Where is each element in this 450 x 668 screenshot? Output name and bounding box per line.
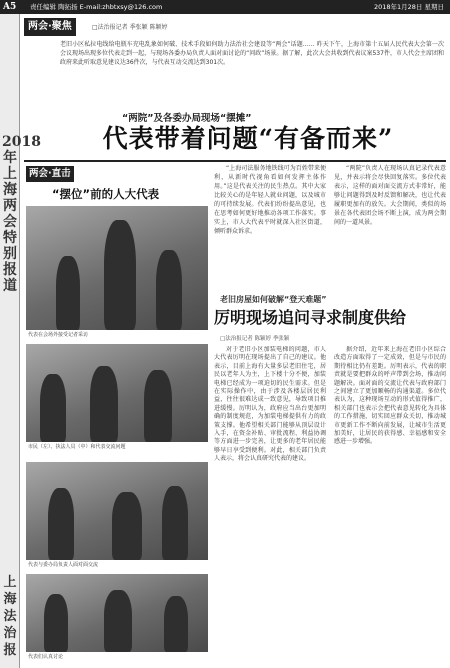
second-article-text [214, 346, 446, 666]
feature-subhead: “摆位”前的人大代表 [52, 187, 160, 201]
text-column: 据介绍，近年来上海在老旧小区综合改造方面取得了一定成效，但是与市民的期待相比仍有差距。厉明表示，代表的职责就是要把群众的呼声带到会场，推动问题解决。面对面的交流让代表与政府部门之间建立了更加顺畅的沟通渠道。多位代表认为，这种现场互动的形式值得推广，相关部门也表示会把代表意见转化为具体的工作措施，切实回应群众关切，推动城市更新工作不断向前发展，让城市生活更加美好，让居民的获得感、幸福感和安全感进一步增强。 [334, 346, 446, 446]
lead-paragraph: 老旧小区私拉电线给电瓶车充电乱象如何破、技术手段如何助力法治社会建设等“两会”话题…… 昨天下午，上海市第十五届人民代表大会第一次会议现场出现多位代表走到一起，与现场各委办局负责人面对面讨论的“问政”场景。据了解，此次大会共收到代表议案537件，市人代会主席团和政府来此听取意见建议达36件次，与代表互动交流达到301次。 [60, 41, 444, 66]
photo-2 [26, 344, 208, 442]
page-header [0, 0, 450, 14]
second-headline: 厉明现场追问寻求制度供给 [214, 308, 407, 327]
headline: 代表带着问题“有备而来” [102, 124, 394, 153]
second-byline: □法治报记者 陈颖婷 季张颖 [220, 336, 290, 342]
text-column: 对于老旧小区加装电梯的问题，市人大代表厉明在现场提出了自己的建议。他表示，目前上海有大量多层老旧住宅，居民以老年人为主，上下楼十分不便，加装电梯已经成为一项迫切的民生需求。但是在实际操作中，由于涉及各楼层居民利益，往往很难达成一致意见，导致项目推进缓慢。厉明认为，政府应当出台更加明确的制度规范，为加装电梯提供有力的政策支撑。他希望相关部门能够从顶层设计入手，在资金补贴、审批流程、利益协调等方面进一步完善，让更多的老年居民能够早日享受到便利。对此，相关部门负责人表示，将会认真研究代表的建议。 [214, 346, 326, 463]
editor-info: 责任编辑 陶拓扬 E-mail:zhbtxsy@126.com [30, 3, 163, 11]
photo-caption-1: 代表在会场外接受记者采访 [28, 332, 89, 338]
upper-article-text [214, 164, 446, 284]
kicker: “两院”及各委办局现场“摆摊” [122, 113, 252, 124]
photo-caption-3: 代表与委办局负责人面对面交流 [28, 562, 99, 568]
section-badge: 两会·聚焦 [24, 18, 76, 36]
issue-date: 2018年1月28日 星期日 [373, 3, 444, 11]
photo-caption-2: 市民（左）、执法人员（中）和代表交流问题 [28, 444, 126, 450]
newspaper-name: 上海法治报 [3, 575, 17, 658]
feature-badge: 两会·直击 [26, 166, 74, 182]
article-area [24, 16, 446, 666]
photo-4 [26, 574, 208, 652]
photo-3 [26, 462, 208, 560]
photo-column [24, 164, 210, 666]
divider [24, 160, 446, 162]
sidebar [0, 14, 41, 668]
byline: □法治报记者 季张颖 陈颖婷 [92, 24, 168, 31]
text-column: “上海司法服务地铁线可为百姓带来便利，从新时代视角看如何发挥主体作用。”这是代表关注的民生热点。其中大家比较关心的是年轻人就业问题，以及城市的可持续发展。代表们纷纷提出意见，也在思考如何更好地推动各项工作落实。事实上，市人大代表平时就深入社区街道，倾听群众诉求。 [214, 165, 326, 235]
text-column: “两院”负责人在现场认真记录代表意见，并表示将会尽快回复落实。多位代表表示，这样的面对面交流方式非常好，能够让问题得到及时反馈和解决，也让代表履职更加有的放矢。大会期间，类似的场景在各代表团会场不断上演，成为两会期间的一道风景。 [334, 165, 446, 226]
sidebar-title: 2018年上海两会特别报道 [2, 134, 41, 294]
second-kicker: 老旧房屋如何破解“登天难题” [220, 295, 327, 304]
photo-caption-4: 代表们认真讨论 [28, 654, 64, 660]
page-number: A5 [3, 2, 17, 12]
photo-1 [26, 206, 208, 330]
